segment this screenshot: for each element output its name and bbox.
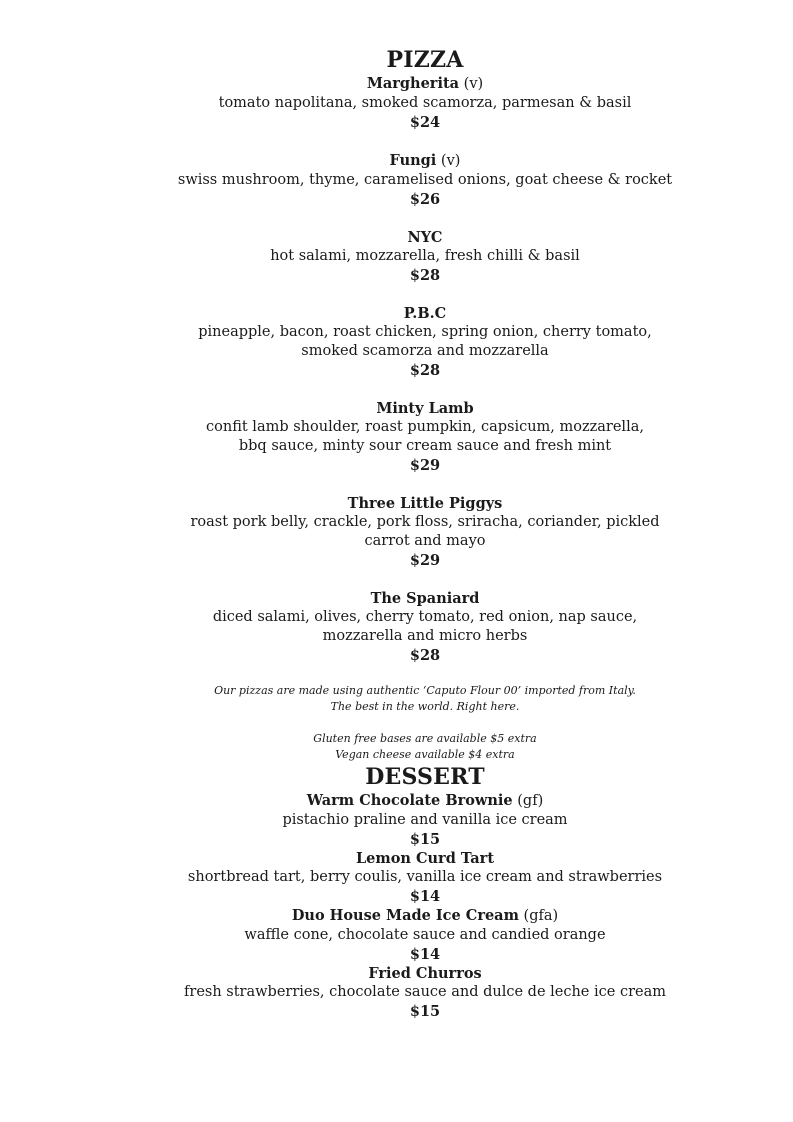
item-price: $15	[409, 1003, 441, 1020]
item-description: confit lamb shoulder, roast pumpkin, capsicum, mozzarella,	[206, 419, 644, 435]
menu-item	[0, 399, 793, 475]
pizza-notes	[0, 683, 793, 763]
flour-note-tagline: The best in the world. Right here.	[330, 700, 520, 713]
item-price: $28	[409, 647, 441, 664]
item-price: $14	[409, 946, 441, 963]
item-description: swiss mushroom, thyme, caramelised onions, goat cheese & rocket	[177, 172, 673, 188]
item-name: NYC	[407, 229, 443, 246]
menu-item	[0, 304, 793, 380]
menu-page	[0, 46, 793, 1021]
gluten-free-note: Gluten free bases are available $5 extra	[313, 732, 537, 745]
dessert-list	[0, 791, 793, 1021]
menu-item	[0, 849, 793, 906]
item-name: Fried Churros	[368, 965, 482, 982]
item-description: tomato napolitana, smoked scamorza, parmesan & basil	[218, 95, 632, 111]
item-description: roast pork belly, crackle, pork floss, sriracha, coriander, pickled	[190, 514, 660, 530]
item-description: pistachio praline and vanilla ice cream	[282, 812, 568, 828]
item-description: waffle cone, chocolate sauce and candied orange	[244, 927, 606, 943]
item-price: $28	[409, 267, 441, 284]
menu-item	[0, 151, 793, 209]
item-description-line2: carrot and mayo	[364, 533, 486, 549]
menu-item	[0, 964, 793, 1021]
item-description: fresh strawberries, chocolate sauce and dulce de leche ice cream	[184, 984, 666, 1000]
menu-item	[0, 791, 793, 849]
item-name: Warm Chocolate Brownie (gf)	[306, 792, 544, 809]
dessert-section-title: DESSERT	[365, 764, 485, 790]
item-name: The Spaniard	[370, 590, 480, 607]
item-price: $28	[409, 362, 441, 379]
item-price: $24	[409, 114, 441, 131]
item-price: $29	[409, 457, 441, 474]
menu-item	[0, 589, 793, 665]
dietary-tag: (gf)	[512, 793, 544, 809]
dietary-tag: (v)	[459, 76, 484, 92]
pizza-list	[0, 74, 793, 665]
menu-item	[0, 494, 793, 570]
dietary-tag: (v)	[436, 153, 461, 169]
vegan-cheese-note: Vegan cheese available $4 extra	[335, 748, 515, 761]
item-description-line2: mozzarella and micro herbs	[322, 628, 528, 644]
item-name: Margherita (v)	[366, 75, 484, 92]
item-name: Three Little Piggys	[347, 495, 503, 512]
dietary-tag: (gfa)	[518, 908, 559, 924]
menu-item	[0, 74, 793, 132]
item-price: $29	[409, 552, 441, 569]
item-name: Duo House Made Ice Cream (gfa)	[291, 907, 559, 924]
item-price: $15	[409, 831, 441, 848]
item-name: Lemon Curd Tart	[355, 850, 495, 867]
menu-item	[0, 906, 793, 964]
item-description: hot salami, mozzarella, fresh chilli & basil	[270, 248, 580, 264]
item-name: Minty Lamb	[376, 400, 474, 417]
item-name: Fungi (v)	[389, 152, 461, 169]
item-description: diced salami, olives, cherry tomato, red onion, nap sauce,	[212, 609, 638, 625]
item-description-line2: smoked scamorza and mozzarella	[301, 343, 549, 359]
item-description: shortbread tart, berry coulis, vanilla ice cream and strawberries	[187, 869, 663, 885]
pizza-section-title: PIZZA	[386, 47, 464, 73]
item-description: pineapple, bacon, roast chicken, spring onion, cherry tomato,	[198, 324, 652, 340]
flour-note: Our pizzas are made using authentic ‘Caputo Flour 00’ imported from Italy.	[214, 684, 636, 697]
item-name: P.B.C	[403, 305, 447, 322]
item-description-line2: bbq sauce, minty sour cream sauce and fresh mint	[238, 438, 612, 454]
menu-item	[0, 228, 793, 285]
item-price: $26	[409, 191, 441, 208]
item-price: $14	[409, 888, 441, 905]
